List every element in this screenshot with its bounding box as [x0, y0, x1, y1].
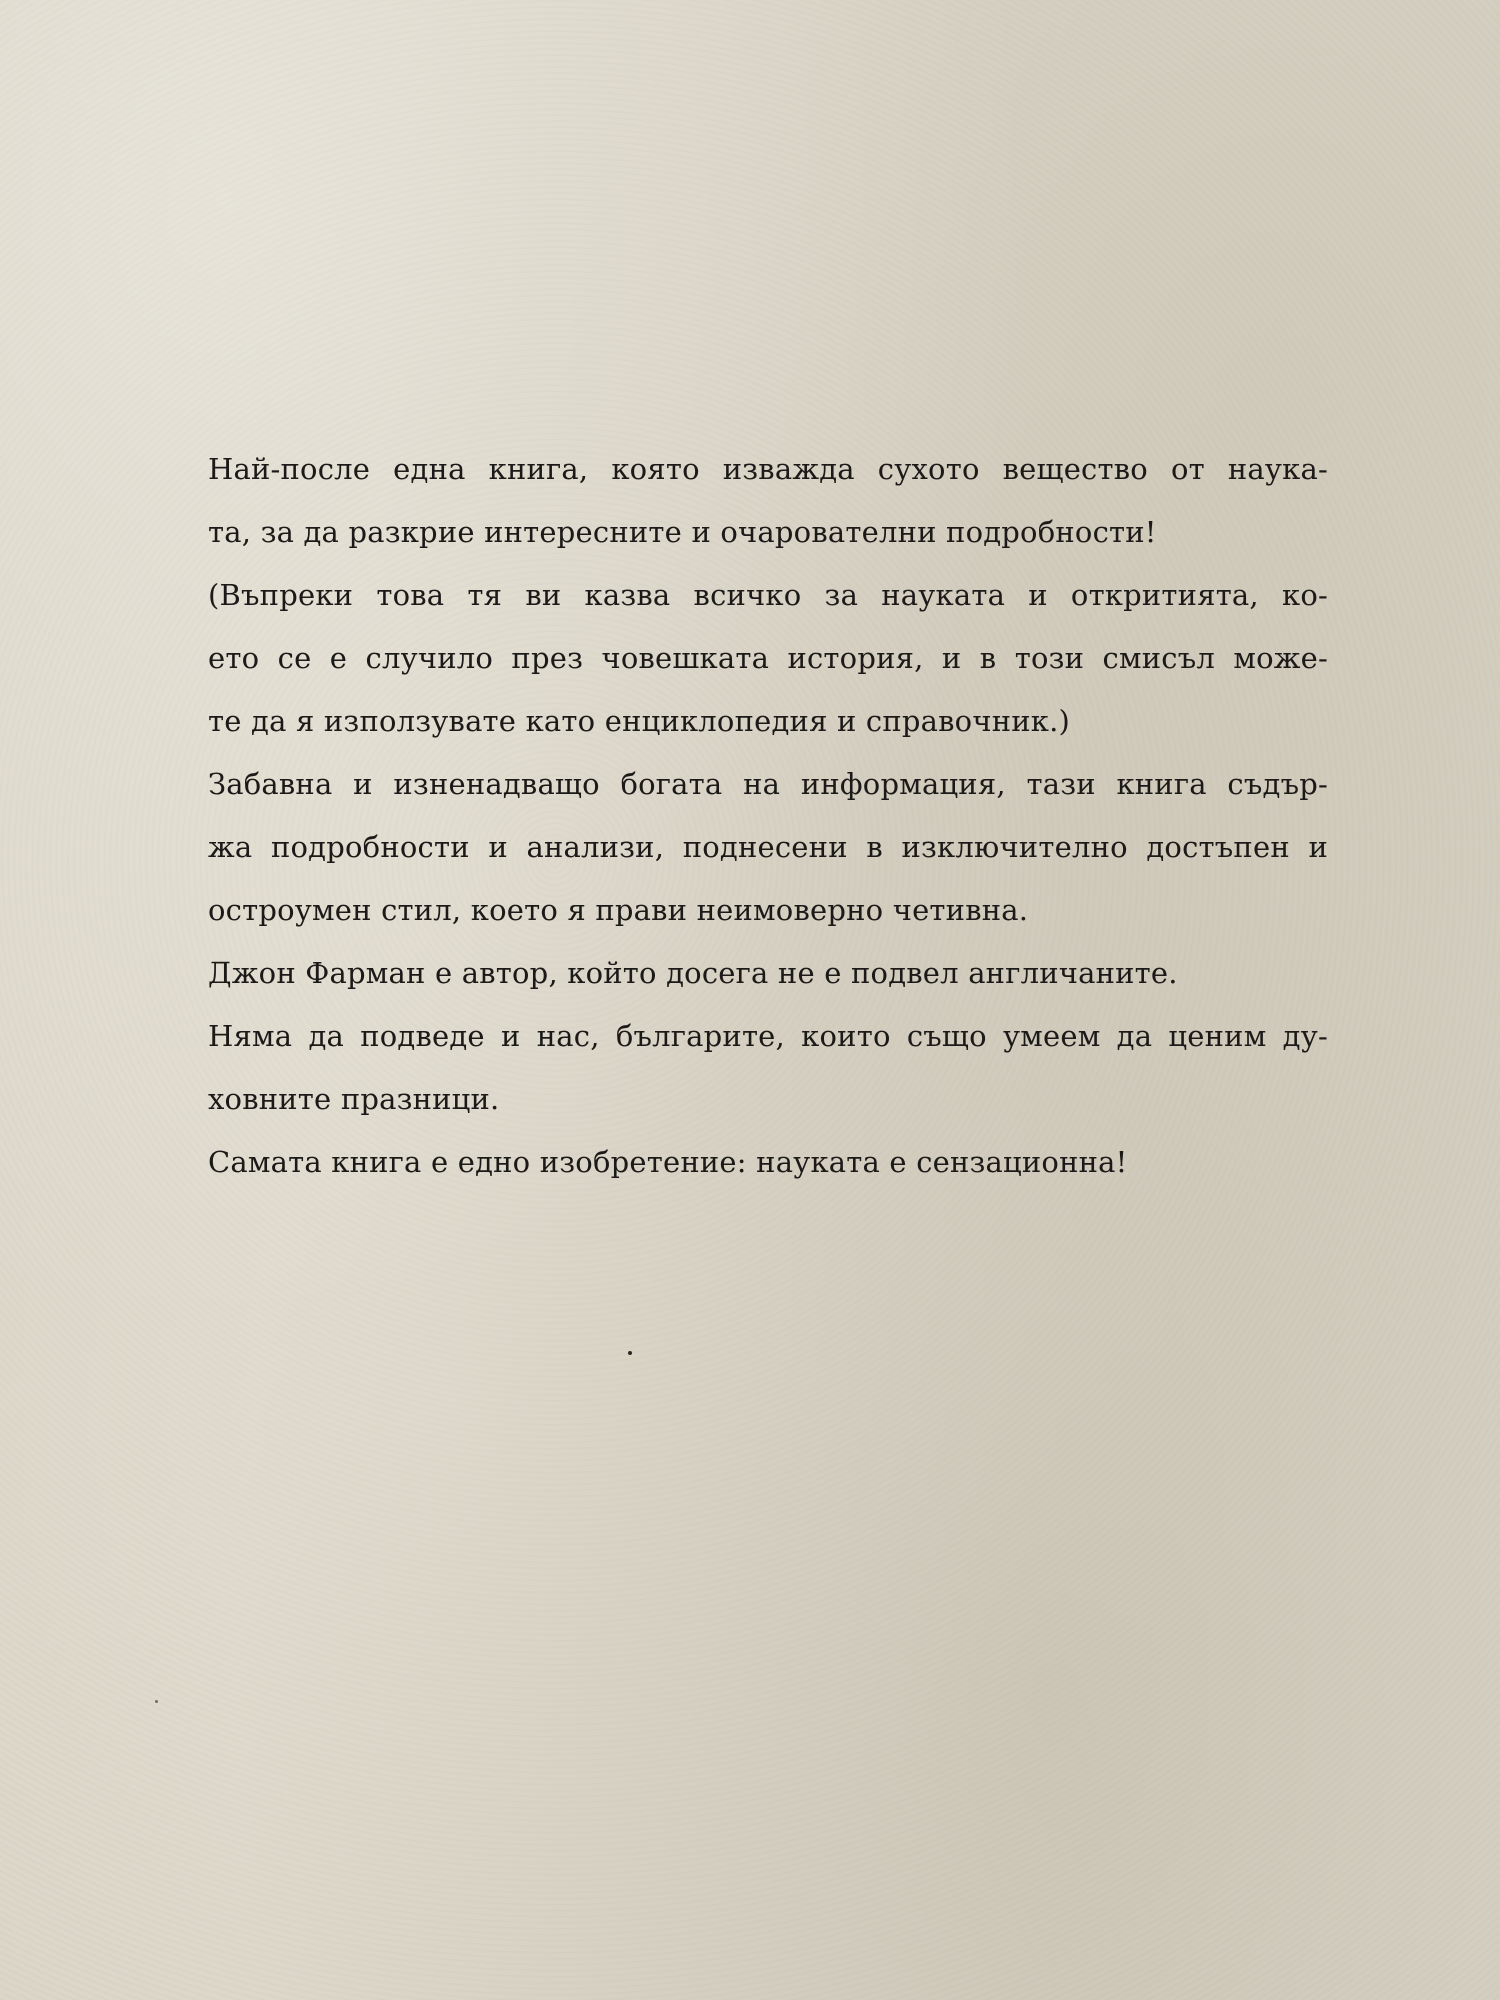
blurb-line: жа подробности и анализи, поднесени в изключително достъпен и	[208, 830, 1328, 864]
blurb-line: Най-после една книга, която изважда сухото вещество от наука-	[208, 452, 1328, 486]
blurb-line: Самата книга е едно изобретение: науката е сензационна!	[208, 1145, 1128, 1179]
back-cover-blurb	[208, 438, 1328, 1194]
blurb-line: остроумен стил, което я прави неимоверно четивна.	[208, 893, 1029, 927]
blurb-line: ето се е случило през човешката история, и в този смисъл може-	[208, 641, 1328, 675]
blurb-line: (Въпреки това тя ви казва всичко за науката и откритията, ко-	[208, 578, 1328, 612]
blurb-line: Джон Фарман е автор, който досега не е подвел англичаните.	[208, 956, 1178, 990]
blurb-line: та, за да разкрие интересните и очарователни подробности!	[208, 515, 1157, 549]
paper-speck	[155, 1700, 158, 1703]
blurb-line: те да я използувате като енциклопедия и справочник.)	[208, 704, 1071, 738]
blurb-line: Забавна и изненадващо богата на информация, тази книга съдър-	[208, 767, 1328, 801]
paper-speck	[628, 1351, 632, 1355]
blurb-line: Няма да подведе и нас, българите, които също умеем да ценим ду-	[208, 1019, 1328, 1053]
blurb-line: ховните празници.	[208, 1082, 500, 1116]
